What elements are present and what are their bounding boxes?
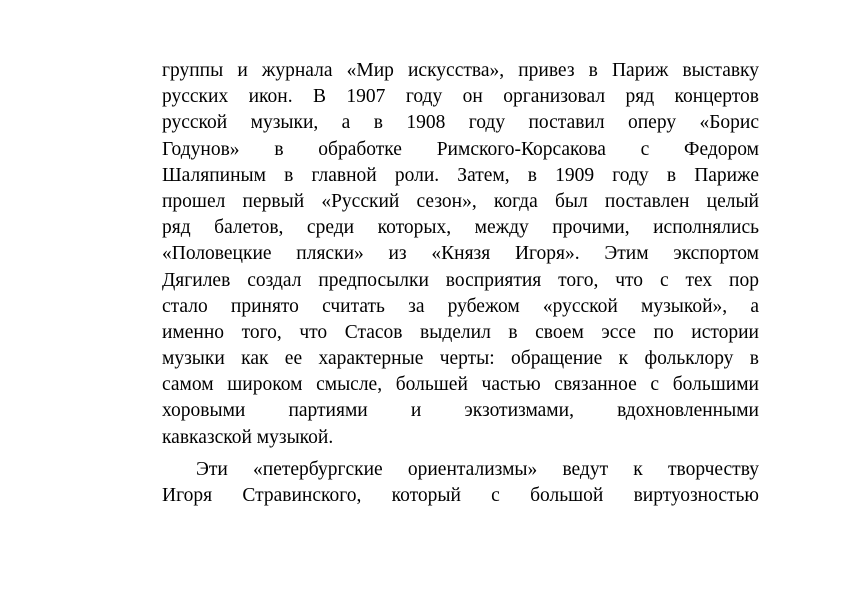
text-line: самом широком смысле, большей частью связанное с большими — [162, 374, 759, 396]
text-line: Дягилев создал предпосылки восприятия того, что с тех пор — [162, 269, 759, 291]
text-line: ряд балетов, среди которых, между прочими, исполнялись — [162, 217, 759, 239]
text-line: Игоря Стравинского, который с большой виртуозностью — [162, 485, 759, 506]
text-line: «Половецкие пляски» из «Князя Игоря». Этим экспортом — [162, 243, 759, 265]
text-line: Годунов» в обработке Римского-Корсакова с Федором — [162, 138, 759, 160]
text-body — [162, 58, 759, 509]
text-line: русских икон. В 1907 году он организовал ряд концертов — [162, 86, 759, 108]
text-line: группы и журнала «Мир искусства», привез в Париж выставку — [162, 60, 759, 81]
text-line: прошел первый «Русский сезон», когда был поставлен целый — [162, 190, 759, 212]
text-line: русской музыки, а в 1908 году поставил оперу «Борис — [162, 112, 759, 134]
paragraph-1 — [162, 58, 759, 451]
text-line: Эти «петербургские ориентализмы» ведут к творчеству — [196, 458, 759, 480]
text-line: хоровыми партиями и экзотизмами, вдохновленными — [162, 400, 759, 422]
text-line: кавказской музыкой. — [162, 426, 334, 448]
text-line: Шаляпиным в главной роли. Затем, в 1909 году в Париже — [162, 164, 759, 186]
text-line: стало принято считать за рубежом «русской музыкой», а — [162, 295, 759, 317]
paragraph-2 — [162, 457, 759, 509]
text-line: музыки как ее характерные черты: обращение к фольклору в — [162, 348, 759, 370]
text-line: именно того, что Стасов выделил в своем эссе по истории — [162, 321, 759, 343]
